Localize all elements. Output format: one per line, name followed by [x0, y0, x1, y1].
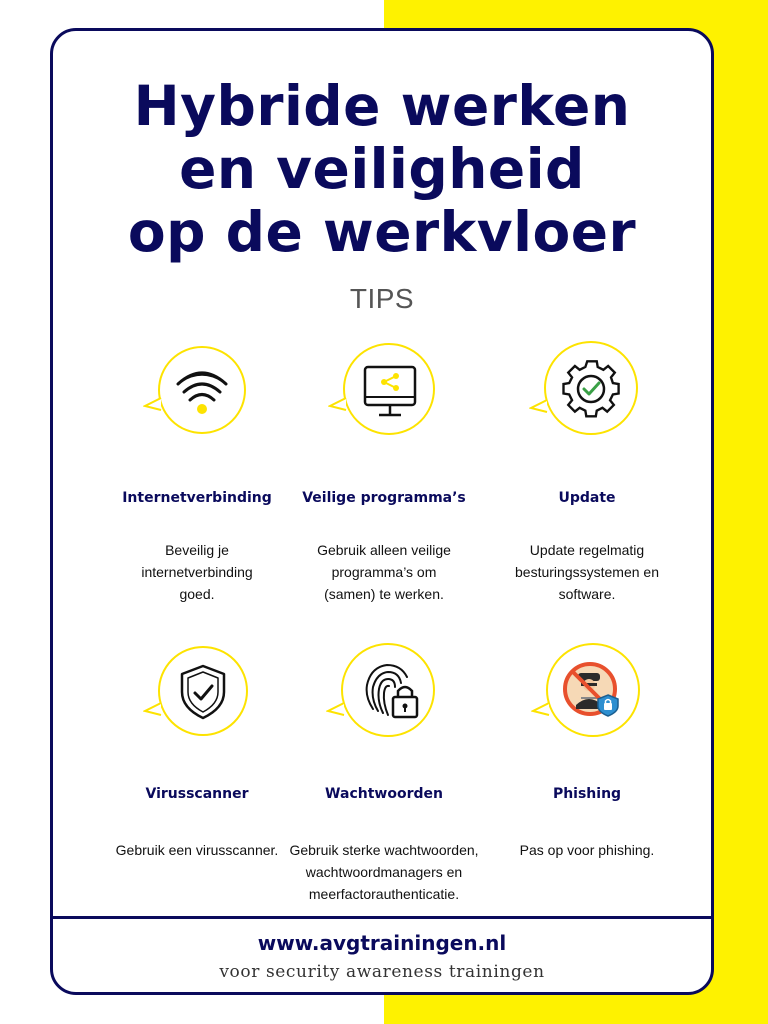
tip-internetverbinding	[88, 346, 306, 602]
title-line: op de werkvloer	[127, 200, 637, 264]
tip-heading: Update	[558, 490, 616, 506]
footer-tagline: voor security awareness trainingen	[219, 962, 545, 982]
bubble-tail	[143, 396, 163, 412]
phishing-icon	[548, 645, 638, 735]
tip-heading: Virusscanner	[145, 786, 249, 802]
bubble-tail	[328, 396, 348, 412]
gear-check-icon	[546, 343, 636, 433]
tip-virusscanner	[88, 646, 306, 876]
speech-bubble	[341, 643, 435, 737]
tip-description	[88, 839, 306, 861]
desc-line: Gebruik alleen veilige	[317, 542, 451, 558]
tip-description	[478, 539, 696, 605]
tip-heading: Phishing	[552, 786, 622, 802]
desc-line: Gebruik sterke wachtwoorden,	[289, 842, 479, 858]
tip-description	[478, 839, 696, 861]
tip-description	[275, 839, 493, 905]
footer-divider	[53, 916, 711, 919]
subtitle: TIPS	[349, 283, 415, 314]
tip-description	[88, 539, 306, 605]
title-line: en veiligheid	[179, 137, 585, 201]
tip-wachtwoorden	[275, 646, 493, 906]
desc-line: wachtwoordmanagers en	[305, 864, 463, 880]
desc-line: programma’s om	[331, 564, 437, 580]
shield-check-icon	[160, 648, 246, 734]
desc-line: goed.	[179, 586, 215, 602]
speech-bubble	[158, 646, 248, 736]
tip-heading: Wachtwoorden	[325, 786, 443, 802]
bubble-tail	[326, 701, 346, 717]
wifi-icon	[160, 348, 244, 432]
tip-description	[275, 539, 493, 605]
title-line: Hybride werken	[133, 74, 631, 138]
desc-line: Pas op voor phishing.	[519, 842, 655, 858]
tip-veilige-programmas	[275, 346, 493, 602]
tip-heading: Veilige programma’s	[302, 490, 466, 506]
tip-heading: Internetverbinding	[122, 490, 272, 506]
desc-line: Gebruik een virusscanner.	[115, 842, 279, 858]
monitor-share-icon	[345, 345, 433, 433]
speech-bubble	[546, 643, 640, 737]
desc-line: besturingssystemen en	[515, 564, 659, 580]
desc-line: meerfactorauthenticatie.	[308, 886, 460, 902]
fingerprint-lock-icon	[343, 645, 433, 735]
website-link[interactable]: www.avgtrainingen.nl	[257, 931, 507, 955]
desc-line: software.	[558, 586, 616, 602]
bubble-tail	[143, 701, 163, 717]
desc-line: Beveilig je	[165, 542, 229, 558]
desc-line: internetverbinding	[141, 564, 253, 580]
speech-bubble	[544, 341, 638, 435]
bubble-tail	[531, 701, 551, 717]
desc-line: (samen) te werken.	[324, 586, 444, 602]
desc-line: Update regelmatig	[529, 542, 645, 558]
speech-bubble	[343, 343, 435, 435]
bubble-tail	[529, 398, 549, 414]
page-title	[53, 75, 711, 264]
poster-card	[50, 28, 714, 995]
tip-phishing	[478, 646, 696, 876]
speech-bubble	[158, 346, 246, 434]
tip-update	[478, 346, 696, 602]
